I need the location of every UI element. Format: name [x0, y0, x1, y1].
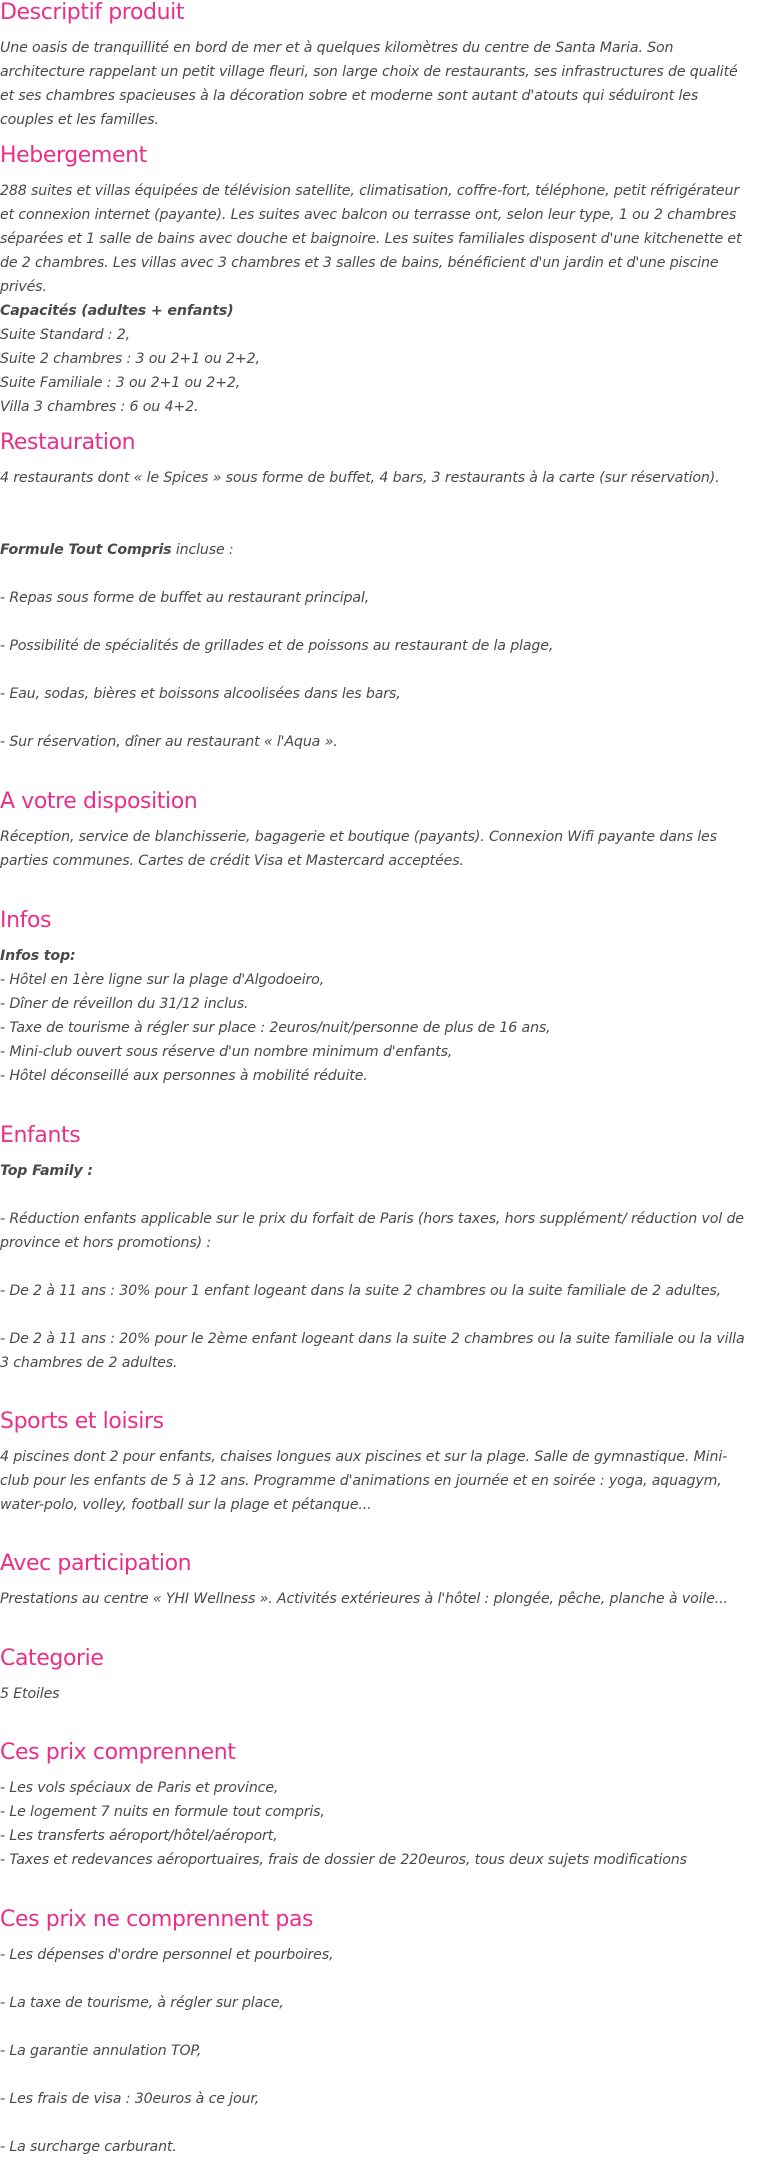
list-item: - La taxe de tourisme, à régler sur place,: [0, 1995, 284, 2012]
list-item: Suite 2 chambres : 3 ou 2+1 ou 2+2,: [0, 351, 260, 368]
list-item: Suite Standard : 2,: [0, 327, 131, 344]
section-body: [0, 1159, 752, 1375]
section-body: [0, 944, 752, 1088]
section-title: Ces prix ne comprennent pas: [0, 1907, 314, 1932]
formule-line: [0, 538, 752, 562]
section-title: Restauration: [0, 430, 136, 455]
formule-label: Formule Tout Compris: [0, 542, 172, 559]
list-item: - La garantie annulation TOP,: [0, 2043, 202, 2060]
list-item: - Hôtel en 1ère ligne sur la plage d'Algodoeiro,: [0, 972, 325, 989]
section-enfants: [0, 1123, 752, 1375]
section-body: [0, 1943, 752, 2159]
list-item: - La surcharge carburant.: [0, 2139, 177, 2156]
section-categorie: [0, 1646, 752, 1706]
section-title: Infos: [0, 908, 52, 933]
section-body: [0, 1776, 752, 1872]
section-title: Avec participation: [0, 1551, 192, 1576]
capacity-label: Capacités (adultes + enfants): [0, 303, 234, 320]
section-body: [0, 1445, 752, 1517]
list-item: - De 2 à 11 ans : 30% pour 1 enfant logeant dans la suite 2 chambres ou la suite familiale de 2 adultes,: [0, 1283, 722, 1300]
paragraph: 4 restaurants dont « le Spices » sous forme de buffet, 4 bars, 3 restaurants à la carte (sur réservation).: [0, 470, 720, 487]
list-item: Suite Familiale : 3 ou 2+1 ou 2+2,: [0, 375, 241, 392]
section-title: Descriptif produit: [0, 0, 185, 25]
list-item: - Possibilité de spécialités de grillades et de poissons au restaurant de la plage,: [0, 638, 554, 655]
section-infos: [0, 908, 752, 1088]
list-item: - Dîner de réveillon du 31/12 inclus.: [0, 996, 249, 1013]
paragraph: Réception, service de blanchisserie, bagagerie et boutique (payants). Connexion Wifi payante dans les parties communes. Cartes de crédit Visa et Mastercard acceptées.: [0, 829, 717, 870]
list-item: - Les transferts aéroport/hôtel/aéroport,: [0, 1828, 278, 1845]
section-title: Enfants: [0, 1123, 81, 1148]
section-disposition: [0, 789, 752, 873]
formule-suffix: incluse :: [171, 542, 234, 559]
paragraph: Une oasis de tranquillité en bord de mer et à quelques kilomètres du centre de Santa Maria. Son architecture rappelant un petit village fleuri, son large choix de restaurants, ses infrastructures de qualité et ses chambres spacieuses à la décoration sobre et moderne sont autant d'atouts qui séduiront les couples et les familles.: [0, 40, 738, 129]
section-body: [0, 1682, 752, 1706]
section-sports: [0, 1409, 752, 1517]
list-item: - Les frais de visa : 30euros à ce jour,: [0, 2091, 260, 2108]
paragraph: 5 Etoiles: [0, 1686, 60, 1703]
paragraph: 288 suites et villas équipées de télévision satellite, climatisation, coffre-fort, téléphone, petit réfrigérateur et connexion internet (payante). Les suites avec balcon ou terrasse ont, selon leur type, 1 ou 2 chambres séparées et 1 salle de bains avec douche et baignoire. Les suites familiales disposent d'une kitchenette et de 2 chambres. Les villas avec 3 chambres et 3 salles de bains, bénéficient d'un jardin et d'une piscine privés.: [0, 183, 742, 296]
section-title: Hebergement: [0, 143, 147, 168]
list-item: - Les vols spéciaux de Paris et province,: [0, 1780, 279, 1797]
list-item: - Le logement 7 nuits en formule tout compris,: [0, 1804, 325, 1821]
section-body: [0, 825, 752, 873]
list-item: - Hôtel déconseillé aux personnes à mobilité réduite.: [0, 1068, 368, 1085]
section-title: Sports et loisirs: [0, 1409, 164, 1434]
section-restauration: [0, 430, 752, 754]
paragraph: Prestations au centre « YHI Wellness ». Activités extérieures à l'hôtel : plongée, pêche, planche à voile...: [0, 1591, 728, 1608]
section-title: Categorie: [0, 1646, 104, 1671]
section-body: [0, 1587, 752, 1611]
section-body: [0, 466, 752, 754]
list-item: - Réduction enfants applicable sur le prix du forfait de Paris (hors taxes, hors supplément/ réduction vol de province et hors promotions) :: [0, 1211, 744, 1252]
section-ne-comprennent: [0, 1907, 752, 2159]
section-body: [0, 36, 752, 132]
section-title: Ces prix comprennent: [0, 1740, 236, 1765]
section-descriptif: [0, 0, 752, 132]
list-item: - Repas sous forme de buffet au restaurant principal,: [0, 590, 370, 607]
list-item: - Mini-club ouvert sous réserve d'un nombre minimum d'enfants,: [0, 1044, 453, 1061]
section-participation: [0, 1551, 752, 1611]
section-title: A votre disposition: [0, 789, 198, 814]
infos-label: Infos top:: [0, 948, 76, 965]
list-item: - Eau, sodas, bières et boissons alcoolisées dans les bars,: [0, 686, 401, 703]
list-item: - Sur réservation, dîner au restaurant « l'Aqua ».: [0, 734, 338, 751]
paragraph: 4 piscines dont 2 pour enfants, chaises longues aux piscines et sur la plage. Salle de gymnastique. Mini-club pour les enfants de 5 à 12 ans. Programme d'animations en journée et en soirée : yoga, aquagym, water-polo, volley, football sur la plage et pétanque...: [0, 1449, 728, 1514]
list-item: Villa 3 chambres : 6 ou 4+2.: [0, 399, 199, 416]
list-item: - Taxe de tourisme à régler sur place : 2euros/nuit/personne de plus de 16 ans,: [0, 1020, 551, 1037]
list-item: - Les dépenses d'ordre personnel et pourboires,: [0, 1947, 334, 1964]
list-item: - Taxes et redevances aéroportuaires, frais de dossier de 220euros, tous deux sujets modifications: [0, 1852, 687, 1869]
top-family-label: Top Family :: [0, 1163, 93, 1180]
section-comprennent: [0, 1740, 752, 1872]
list-item: - De 2 à 11 ans : 20% pour le 2ème enfant logeant dans la suite 2 chambres ou la suite familiale ou la villa 3 chambres de 2 adultes.: [0, 1331, 745, 1372]
section-hebergement: [0, 143, 752, 419]
section-body: [0, 179, 752, 419]
